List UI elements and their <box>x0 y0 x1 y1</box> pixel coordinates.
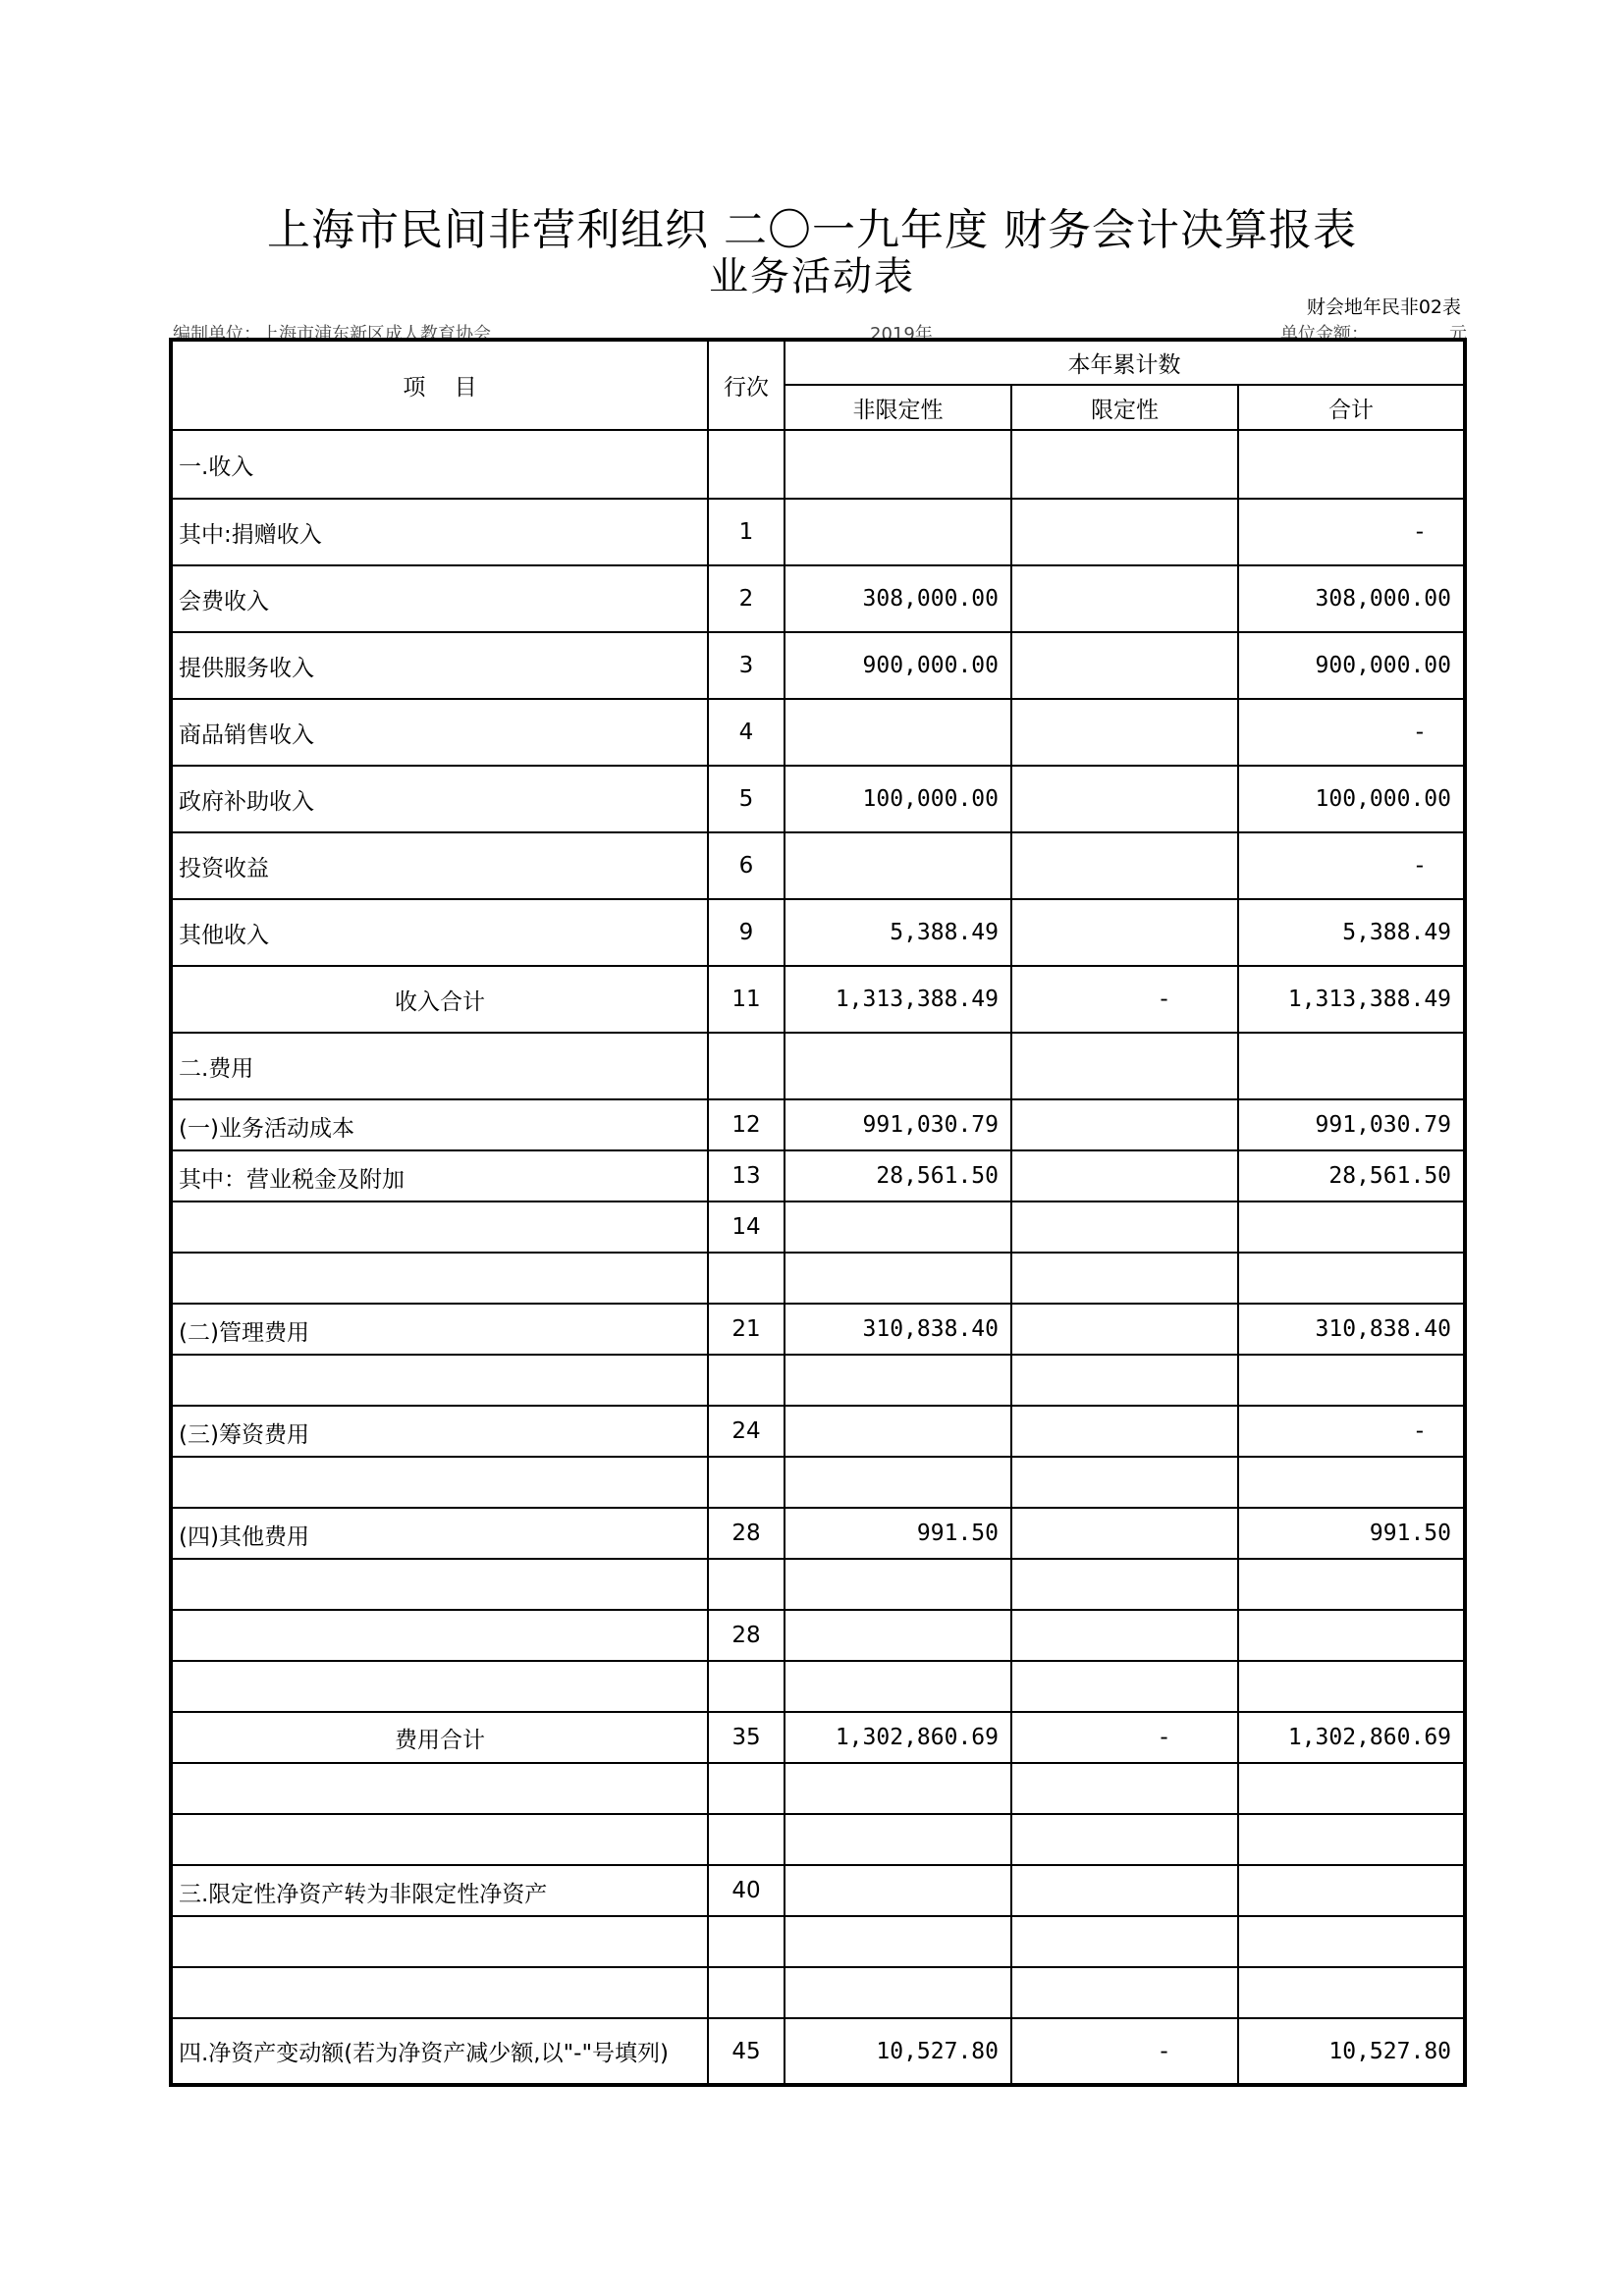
row-unrestricted-cell <box>785 1610 1011 1661</box>
row-item-cell: 其中：营业税金及附加 <box>171 1150 708 1201</box>
row-line-cell: 28 <box>708 1610 785 1661</box>
form-code: 财会地年民非02表 <box>1306 296 1461 318</box>
row-restricted-cell <box>1011 1253 1238 1304</box>
row-total-cell: 991.50 <box>1238 1508 1465 1559</box>
row-unrestricted-cell <box>785 1355 1011 1406</box>
row-item-cell: 二.费用 <box>171 1033 708 1099</box>
row-item-cell <box>171 1814 708 1865</box>
row-item-cell: 三.限定性净资产转为非限定性净资产 <box>171 1865 708 1916</box>
row-item-cell: 提供服务收入 <box>171 632 708 699</box>
row-total-cell: 10,527.80 <box>1238 2018 1465 2085</box>
row-unrestricted-cell: 991,030.79 <box>785 1099 1011 1150</box>
row-total-cell: - <box>1238 1406 1465 1457</box>
row-total-cell <box>1238 1253 1465 1304</box>
table-row <box>171 1304 1465 1355</box>
row-item-cell: 商品销售收入 <box>171 699 708 766</box>
row-line-cell: 13 <box>708 1150 785 1201</box>
row-line-cell <box>708 1661 785 1712</box>
row-restricted-cell <box>1011 1916 1238 1967</box>
table-row <box>171 2018 1465 2085</box>
row-restricted-cell <box>1011 832 1238 899</box>
row-unrestricted-cell <box>785 1865 1011 1916</box>
row-restricted-cell <box>1011 1508 1238 1559</box>
row-item-cell: (二)管理费用 <box>171 1304 708 1355</box>
row-unrestricted-cell <box>785 1457 1011 1508</box>
row-line-cell: 12 <box>708 1099 785 1150</box>
row-restricted-cell <box>1011 1304 1238 1355</box>
table-row <box>171 766 1465 832</box>
col-total-header: 合计 <box>1238 385 1465 430</box>
row-line-cell: 1 <box>708 499 785 565</box>
col-line-header: 行次 <box>708 340 785 430</box>
row-restricted-cell <box>1011 1201 1238 1253</box>
table-row <box>171 899 1465 966</box>
row-line-cell: 45 <box>708 2018 785 2085</box>
row-item-cell <box>171 1967 708 2018</box>
row-line-cell <box>708 1033 785 1099</box>
row-restricted-cell: - <box>1011 966 1238 1033</box>
row-unrestricted-cell <box>785 1253 1011 1304</box>
row-total-cell <box>1238 1661 1465 1712</box>
report-year: 2019年 <box>870 324 933 345</box>
row-restricted-cell <box>1011 1814 1238 1865</box>
row-total-cell: 991,030.79 <box>1238 1099 1465 1150</box>
row-item-cell: 其他收入 <box>171 899 708 966</box>
row-line-cell: 2 <box>708 565 785 632</box>
table-row <box>171 430 1465 499</box>
row-unrestricted-cell <box>785 1967 1011 2018</box>
row-restricted-cell: - <box>1011 2018 1238 2085</box>
org-name: 编制单位：上海市浦东新区成人教育协会 <box>173 324 491 345</box>
row-restricted-cell <box>1011 1406 1238 1457</box>
row-restricted-cell <box>1011 632 1238 699</box>
row-unrestricted-cell: 1,313,388.49 <box>785 966 1011 1033</box>
table-row <box>171 966 1465 1033</box>
report-subtitle: 业务活动表 <box>709 254 915 299</box>
row-total-cell <box>1238 1457 1465 1508</box>
row-unrestricted-cell <box>785 1406 1011 1457</box>
header-row-1 <box>171 340 1465 385</box>
row-total-cell: 1,302,860.69 <box>1238 1712 1465 1763</box>
row-unrestricted-cell: 308,000.00 <box>785 565 1011 632</box>
row-unrestricted-cell <box>785 1916 1011 1967</box>
row-unrestricted-cell <box>785 832 1011 899</box>
row-restricted-cell <box>1011 1099 1238 1150</box>
row-restricted-cell <box>1011 1355 1238 1406</box>
row-item-cell <box>171 1610 708 1661</box>
table-row <box>171 1033 1465 1099</box>
row-unrestricted-cell <box>785 1814 1011 1865</box>
col-restricted-header: 限定性 <box>1011 385 1238 430</box>
table-row <box>171 1865 1465 1916</box>
row-item-cell <box>171 1355 708 1406</box>
row-total-cell: 308,000.00 <box>1238 565 1465 632</box>
row-line-cell <box>708 430 785 499</box>
row-item-cell <box>171 1916 708 1967</box>
row-line-cell: 21 <box>708 1304 785 1355</box>
row-total-cell <box>1238 1865 1465 1916</box>
row-item-cell: 费用合计 <box>171 1712 708 1763</box>
row-total-cell: - <box>1238 499 1465 565</box>
row-item-cell: 一.收入 <box>171 430 708 499</box>
row-line-cell: 28 <box>708 1508 785 1559</box>
unit-value: 元 <box>1449 324 1467 345</box>
table-row <box>171 832 1465 899</box>
row-item-cell: 会费收入 <box>171 565 708 632</box>
row-item-cell <box>171 1201 708 1253</box>
row-total-cell <box>1238 1916 1465 1967</box>
row-unrestricted-cell: 28,561.50 <box>785 1150 1011 1201</box>
col-unrestricted-header: 非限定性 <box>785 385 1011 430</box>
table-row <box>171 565 1465 632</box>
table-row <box>171 1355 1465 1406</box>
table-row <box>171 1967 1465 2018</box>
table-row <box>171 699 1465 766</box>
col-group-header: 本年累计数 <box>785 340 1465 385</box>
table-row <box>171 1916 1465 1967</box>
row-item-cell <box>171 1253 708 1304</box>
row-total-cell: 28,561.50 <box>1238 1150 1465 1201</box>
row-restricted-cell: - <box>1011 1712 1238 1763</box>
row-line-cell <box>708 1967 785 2018</box>
row-restricted-cell <box>1011 1661 1238 1712</box>
table-row <box>171 1099 1465 1150</box>
row-line-cell: 24 <box>708 1406 785 1457</box>
row-unrestricted-cell <box>785 1559 1011 1610</box>
table-row <box>171 632 1465 699</box>
row-item-cell: 四.净资产变动额(若为净资产减少额,以"-"号填列) <box>171 2018 708 2085</box>
row-line-cell: 14 <box>708 1201 785 1253</box>
table-row <box>171 1508 1465 1559</box>
row-restricted-cell <box>1011 1033 1238 1099</box>
row-total-cell: 900,000.00 <box>1238 632 1465 699</box>
row-unrestricted-cell <box>785 430 1011 499</box>
row-total-cell: - <box>1238 699 1465 766</box>
row-restricted-cell <box>1011 899 1238 966</box>
row-unrestricted-cell <box>785 1033 1011 1099</box>
row-unrestricted-cell: 5,388.49 <box>785 899 1011 966</box>
table-row <box>171 1610 1465 1661</box>
row-line-cell: 6 <box>708 832 785 899</box>
row-line-cell <box>708 1814 785 1865</box>
row-restricted-cell <box>1011 1457 1238 1508</box>
row-line-cell: 4 <box>708 699 785 766</box>
table-row <box>171 499 1465 565</box>
row-restricted-cell <box>1011 1150 1238 1201</box>
row-restricted-cell <box>1011 499 1238 565</box>
col-item-header: 项 目 <box>171 340 708 430</box>
row-unrestricted-cell <box>785 699 1011 766</box>
table-row <box>171 1406 1465 1457</box>
row-total-cell: - <box>1238 832 1465 899</box>
row-item-cell: 投资收益 <box>171 832 708 899</box>
row-unrestricted-cell <box>785 1763 1011 1814</box>
unit-label: 单位金额： <box>1280 324 1369 345</box>
table-row <box>171 1457 1465 1508</box>
row-item-cell <box>171 1559 708 1610</box>
row-unrestricted-cell: 991.50 <box>785 1508 1011 1559</box>
row-restricted-cell <box>1011 430 1238 499</box>
row-total-cell <box>1238 430 1465 499</box>
row-item-cell: 其中:捐赠收入 <box>171 499 708 565</box>
table-row <box>171 1559 1465 1610</box>
row-line-cell <box>708 1457 785 1508</box>
row-line-cell: 11 <box>708 966 785 1033</box>
row-unrestricted-cell <box>785 499 1011 565</box>
row-item-cell: (一)业务活动成本 <box>171 1099 708 1150</box>
row-restricted-cell <box>1011 1559 1238 1610</box>
row-unrestricted-cell: 900,000.00 <box>785 632 1011 699</box>
row-line-cell: 3 <box>708 632 785 699</box>
row-restricted-cell <box>1011 1967 1238 2018</box>
table-row <box>171 1814 1465 1865</box>
table-row <box>171 1661 1465 1712</box>
row-item-cell: 政府补助收入 <box>171 766 708 832</box>
row-total-cell: 1,313,388.49 <box>1238 966 1465 1033</box>
row-total-cell: 310,838.40 <box>1238 1304 1465 1355</box>
row-restricted-cell <box>1011 1865 1238 1916</box>
row-restricted-cell <box>1011 699 1238 766</box>
row-unrestricted-cell: 310,838.40 <box>785 1304 1011 1355</box>
row-line-cell <box>708 1916 785 1967</box>
table-row <box>171 1712 1465 1763</box>
row-line-cell <box>708 1763 785 1814</box>
row-line-cell <box>708 1253 785 1304</box>
row-line-cell: 40 <box>708 1865 785 1916</box>
table-row <box>171 1150 1465 1201</box>
table-row <box>171 1253 1465 1304</box>
row-unrestricted-cell <box>785 1661 1011 1712</box>
row-restricted-cell <box>1011 565 1238 632</box>
row-restricted-cell <box>1011 1763 1238 1814</box>
row-total-cell <box>1238 1610 1465 1661</box>
row-item-cell <box>171 1457 708 1508</box>
row-unrestricted-cell: 10,527.80 <box>785 2018 1011 2085</box>
row-line-cell: 9 <box>708 899 785 966</box>
row-total-cell <box>1238 1033 1465 1099</box>
row-item-cell <box>171 1661 708 1712</box>
row-item-cell: 收入合计 <box>171 966 708 1033</box>
row-total-cell: 5,388.49 <box>1238 899 1465 966</box>
row-item-cell: (三)筹资费用 <box>171 1406 708 1457</box>
table-row <box>171 1201 1465 1253</box>
row-restricted-cell <box>1011 1610 1238 1661</box>
row-unrestricted-cell: 100,000.00 <box>785 766 1011 832</box>
row-restricted-cell <box>1011 766 1238 832</box>
row-total-cell <box>1238 1814 1465 1865</box>
row-total-cell <box>1238 1559 1465 1610</box>
row-line-cell: 5 <box>708 766 785 832</box>
row-total-cell <box>1238 1355 1465 1406</box>
row-item-cell: (四)其他费用 <box>171 1508 708 1559</box>
row-unrestricted-cell <box>785 1201 1011 1253</box>
row-item-cell <box>171 1763 708 1814</box>
table-row <box>171 1763 1465 1814</box>
row-total-cell <box>1238 1967 1465 2018</box>
activity-table <box>169 338 1467 2087</box>
row-total-cell <box>1238 1201 1465 1253</box>
row-unrestricted-cell: 1,302,860.69 <box>785 1712 1011 1763</box>
row-line-cell <box>708 1559 785 1610</box>
row-line-cell: 35 <box>708 1712 785 1763</box>
row-line-cell <box>708 1355 785 1406</box>
row-total-cell <box>1238 1763 1465 1814</box>
row-total-cell: 100,000.00 <box>1238 766 1465 832</box>
report-title: 上海市民间非营利组织 二〇一九年度 财务会计决算报表 <box>267 205 1357 255</box>
